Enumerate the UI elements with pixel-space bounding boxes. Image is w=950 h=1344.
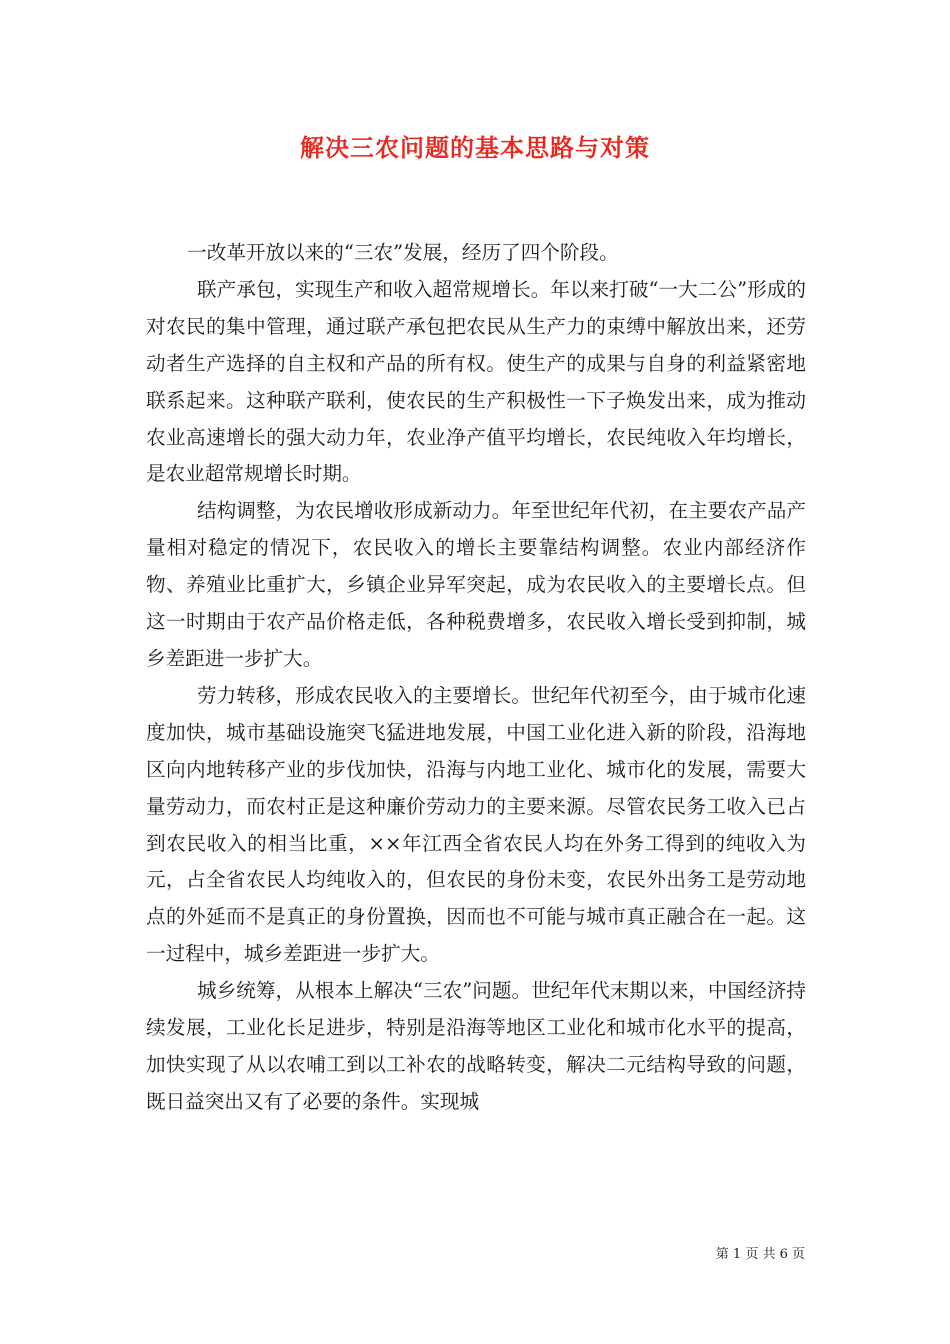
page-number: 第 1 页 共 6 页 <box>715 1247 805 1262</box>
document-title: 解决三农问题的基本思路与对策 <box>300 133 650 162</box>
paragraph-intro: 一改革开放以来的“三农”发展，经历了四个阶段。 <box>187 241 619 264</box>
paragraph-urban-rural-coordination: 城乡统筹，从根本上解决“三农”问题。世纪年代末期以来，中国经济持续发展，工业化长足进步，特别是沿海等地区工业化和城市化水平的提高，加快实现了从以农哺工到以工补农的战略转变，解决二元结构导致的问题，既日益突出又有了必要的条件。实现城 <box>146 979 806 1113</box>
paragraph-contract-responsibility: 联产承包，实现生产和收入超常规增长。年以来打破“一大二公”形成的对农民的集中管理，通过联产承包把农民从生产力的束缚中解放出来，还劳动者生产选择的自主权和产品的所有权。使生产的成果与自身的利益紧密地联系起来。这种联产联利，使农民的生产积极性一下子焕发出来，成为推动农业高速增长的强大动力年，农业净产值平均增长，农民纯收入年均增长，是农业超常规增长时期。 <box>146 277 806 486</box>
paragraph-labor-transfer: 劳力转移，形成农民收入的主要增长。世纪年代初至今，由于城市化速度加快，城市基础设施突飞猛进地发展，中国工业化进入新的阶段，沿海地区向内地转移产业的步伐加快，沿海与内地工业化、城市化的发展，需要大量劳动力，而农村正是这种廉价劳动力的主要来源。尽管农民务工收入已占到农民收入的相当比重，××年江西全省农民人均在外务工得到的纯收入为元，占全省农民人均纯收入的，但农民的身份未变，农民外出务工是劳动地点的外延而不是真正的身份置换，因而也不可能与城市真正融合在一起。这一过程中，城乡差距进一步扩大。 <box>146 683 806 966</box>
paragraph-structural-adjustment: 结构调整，为农民增收形成新动力。年至世纪年代初，在主要农产品产量相对稳定的情况下，农民收入的增长主要靠结构调整。农业内部经济作物、养殖业比重扩大，乡镇企业异军突起，成为农民收入的主要增长点。但这一时期由于农产品价格走低，各种税费增多，农民收入增长受到抑制，城乡差距进一步扩大。 <box>146 499 806 670</box>
document-body <box>146 235 806 1121</box>
